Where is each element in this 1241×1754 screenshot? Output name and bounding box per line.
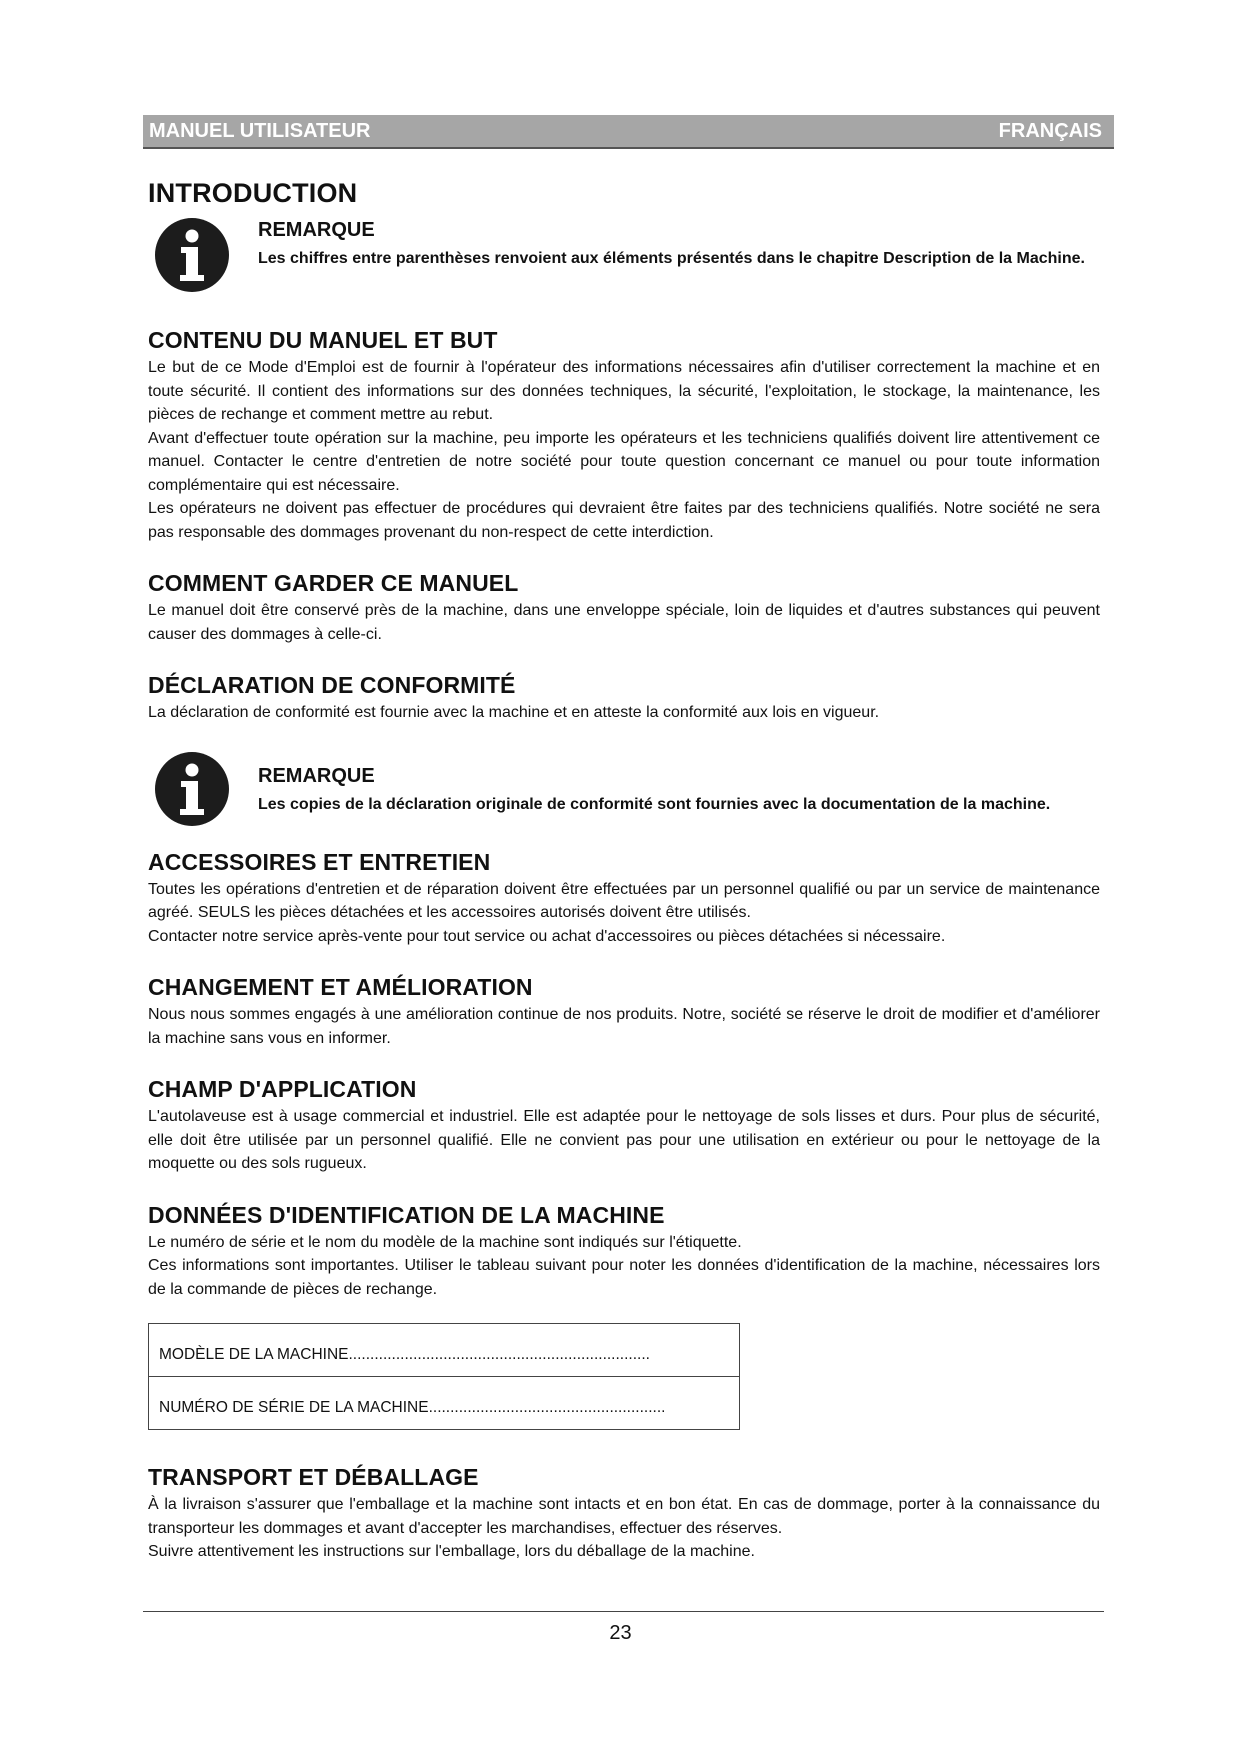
section-garder xyxy=(148,570,1100,646)
paragraph: Suivre attentivement les instructions sur l'emballage, lors du déballage de la machine. xyxy=(148,1543,755,1560)
paragraph: Avant d'effectuer toute opération sur la machine, peu importe les opérateurs et les techniciens qualifiés doivent lire attentivement ce manuel. Contacter le centre d'entretien de notre société pour toute question concernant ce manuel ou pour toute information complémentaire qui est nécessaire. xyxy=(148,429,1100,494)
header-language: FRANÇAIS xyxy=(998,120,1102,142)
paragraph: Les opérateurs ne doivent pas effectuer de procédures qui devraient être faites par des techniciens qualifiés. Notre société ne sera pas responsable des dommages provenant du non-respect de cette interdiction. xyxy=(148,500,1100,541)
section-title: DONNÉES D'IDENTIFICATION DE LA MACHINE xyxy=(148,1201,665,1228)
section-transport xyxy=(148,1464,1100,1564)
table-row xyxy=(149,1377,740,1430)
paragraph: Nous nous sommes engagés à une amélioration continue de nos produits. Notre, société se réserve le droit de modifier et d'améliorer la machine sans vous en informer. xyxy=(148,1006,1100,1047)
note-body xyxy=(258,219,1100,271)
section-title: TRANSPORT ET DÉBALLAGE xyxy=(148,1464,479,1490)
info-icon xyxy=(154,217,230,293)
section-donnees xyxy=(148,1202,1100,1302)
note-title: REMARQUE xyxy=(258,764,375,787)
section-accessoires xyxy=(148,849,1100,949)
footer-divider xyxy=(143,1611,1104,1612)
note-box xyxy=(148,217,1100,297)
paragraph: À la livraison s'assurer que l'emballage et la machine sont intacts et en bon état. En cas de dommage, porter à la connaissance du transporteur les dommages et avant d'accepter les marchandises, effectuer des réserves. xyxy=(148,1496,1100,1537)
paragraph: La déclaration de conformité est fournie avec la machine et en atteste la conformité aux lois en vigueur. xyxy=(148,704,880,721)
note-title: REMARQUE xyxy=(258,219,375,241)
paragraph: Contacter notre service après-vente pour tout service ou achat d'accessoires ou pièces détachées si nécessaire. xyxy=(148,927,946,945)
section-title: COMMENT GARDER CE MANUEL xyxy=(148,570,519,596)
section-champ xyxy=(148,1076,1100,1176)
note-text: Les copies de la déclaration originale de conformité sont fournies avec la documentation de la machine. xyxy=(258,795,1051,813)
paragraph: Toutes les opérations d'entretien et de réparation doivent être effectuées par un personnel qualifié ou par un service de maintenance agréé. SEULS les pièces détachées et les accessoires autorisés doivent être utilisés. xyxy=(148,880,1100,921)
paragraph: Ces informations sont importantes. Utiliser le tableau suivant pour noter les données d'identification de la machine, nécessaires lors de la commande de pièces de rechange. xyxy=(148,1257,1100,1298)
paragraph: Le numéro de série et le nom du modèle de la machine sont indiqués sur l'étiquette. xyxy=(148,1233,742,1251)
section-declaration xyxy=(148,672,1100,725)
serial-number-field: NUMÉRO DE SÉRIE DE LA MACHINE....................................................... xyxy=(149,1377,740,1430)
section-title: CHAMP D'APPLICATION xyxy=(148,1076,417,1102)
header-title: MANUEL UTILISATEUR xyxy=(149,120,371,142)
note-box xyxy=(148,751,1100,829)
page-content xyxy=(148,178,1100,1590)
section-contenu xyxy=(148,327,1100,544)
paragraph: Le but de ce Mode d'Emploi est de fournir à l'opérateur des informations nécessaires afin d'utiliser correctement la machine et en toute sécurité. Il contient des informations sur des données techniques, la sécurité, l'exploitation, le stockage, la maintenance, les pièces de rechange et comment mettre au rebut. xyxy=(148,359,1100,423)
page-title: INTRODUCTION xyxy=(148,178,358,208)
section-title: CONTENU DU MANUEL ET BUT xyxy=(148,327,498,353)
note-text: Les chiffres entre parenthèses renvoient aux éléments présentés dans le chapitre Description de la Machine. xyxy=(258,250,1085,267)
note-body xyxy=(258,765,1100,817)
section-title: DÉCLARATION DE CONFORMITÉ xyxy=(148,672,516,698)
section-title: CHANGEMENT ET AMÉLIORATION xyxy=(148,974,533,1000)
section-title: ACCESSOIRES ET ENTRETIEN xyxy=(148,848,491,875)
paragraph: L'autolaveuse est à usage commercial et industriel. Elle est adaptée pour le nettoyage de sols lisses et durs. Pour plus de sécurité, elle doit être utilisée par un personnel qualifié. Elle ne convient pas pour une utilisation en extérieur ou pour le nettoyage de la moquette ou des sols rugueux. xyxy=(148,1108,1100,1172)
section-changement xyxy=(148,974,1100,1050)
paragraph: Le manuel doit être conservé près de la machine, dans une enveloppe spéciale, loin de liquides et d'autres substances qui peuvent causer des dommages à celle-ci. xyxy=(148,602,1100,643)
header-bar xyxy=(143,115,1114,149)
page-number: 23 xyxy=(609,1622,632,1644)
identification-table xyxy=(148,1323,740,1430)
model-field: MODÈLE DE LA MACHINE...................................................................... xyxy=(149,1324,740,1377)
info-icon xyxy=(154,751,230,827)
table-row xyxy=(149,1324,740,1377)
